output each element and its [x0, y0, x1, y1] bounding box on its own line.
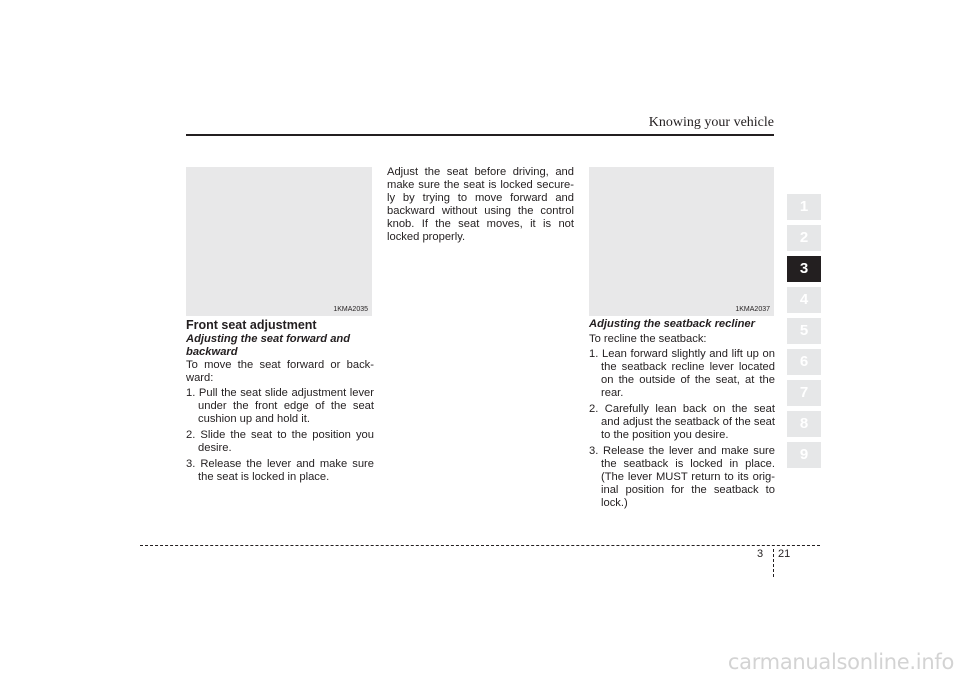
intro-text: To recline the seatback:: [589, 333, 707, 345]
chapter-tab-5[interactable]: 5: [787, 318, 821, 344]
figure-seat-slide: [186, 167, 372, 316]
list-item: 2. Slide the seat to the position you desire.: [186, 429, 374, 454]
right-column: [589, 318, 775, 513]
footer-rule: [140, 545, 820, 546]
list-item: 2. Carefully lean back on the seat and adjust the seatback of the seat to the position you desire.: [589, 403, 775, 441]
intro-text: To move the seat forward or back-ward:: [186, 359, 374, 384]
chapter-tab-6[interactable]: 6: [787, 349, 821, 375]
chapter-tab-7[interactable]: 7: [787, 380, 821, 406]
running-header-title: Knowing your vehicle: [648, 115, 774, 130]
chapter-tabs: [787, 194, 821, 473]
footer-page-number: 21: [778, 548, 791, 560]
chapter-tab-4[interactable]: 4: [787, 287, 821, 313]
subsection-heading: Adjusting the seat forward and backward: [186, 333, 351, 358]
section-heading: Front seat adjustment: [186, 318, 317, 332]
left-column: [186, 318, 374, 487]
figure-code: 1KMA2037: [735, 306, 770, 313]
chapter-tab-1[interactable]: 1: [787, 194, 821, 220]
subsection-heading: Adjusting the seatback recliner: [589, 318, 755, 330]
watermark: carmanualsonline.info: [727, 650, 954, 674]
list-item: 3. Release the lever and make sure the seatback is locked in place. (The lever MUST return to its orig-inal position for the seatback to lock.): [589, 445, 775, 509]
footer-separator: [773, 549, 774, 577]
list-item: 3. Release the lever and make sure the seat is locked in place.: [186, 458, 374, 483]
paragraph: Adjust the seat before driving, and make sure the seat is locked secure-ly by trying to move forward and backward without using the control knob. If the seat moves, it is not locked properly.: [387, 166, 574, 243]
footer-chapter-number: 3: [757, 548, 764, 560]
figure-seatback-recliner: [589, 167, 774, 316]
list-item: 1. Pull the seat slide adjustment lever under the front edge of the seat cushion up and hold it.: [186, 387, 374, 425]
chapter-tab-8[interactable]: 8: [787, 411, 821, 437]
steps-list: [589, 348, 775, 510]
header-rule: [186, 134, 774, 136]
chapter-tab-9[interactable]: 9: [787, 442, 821, 468]
list-item: 1. Lean forward slightly and lift up on the seatback recline lever located on the outside of the seat, at the rear.: [589, 348, 775, 399]
chapter-tab-3-active[interactable]: 3: [787, 256, 821, 282]
figure-code: 1KMA2035: [333, 306, 368, 313]
chapter-tab-2[interactable]: 2: [787, 225, 821, 251]
steps-list: [186, 387, 374, 484]
middle-column: [387, 166, 574, 244]
